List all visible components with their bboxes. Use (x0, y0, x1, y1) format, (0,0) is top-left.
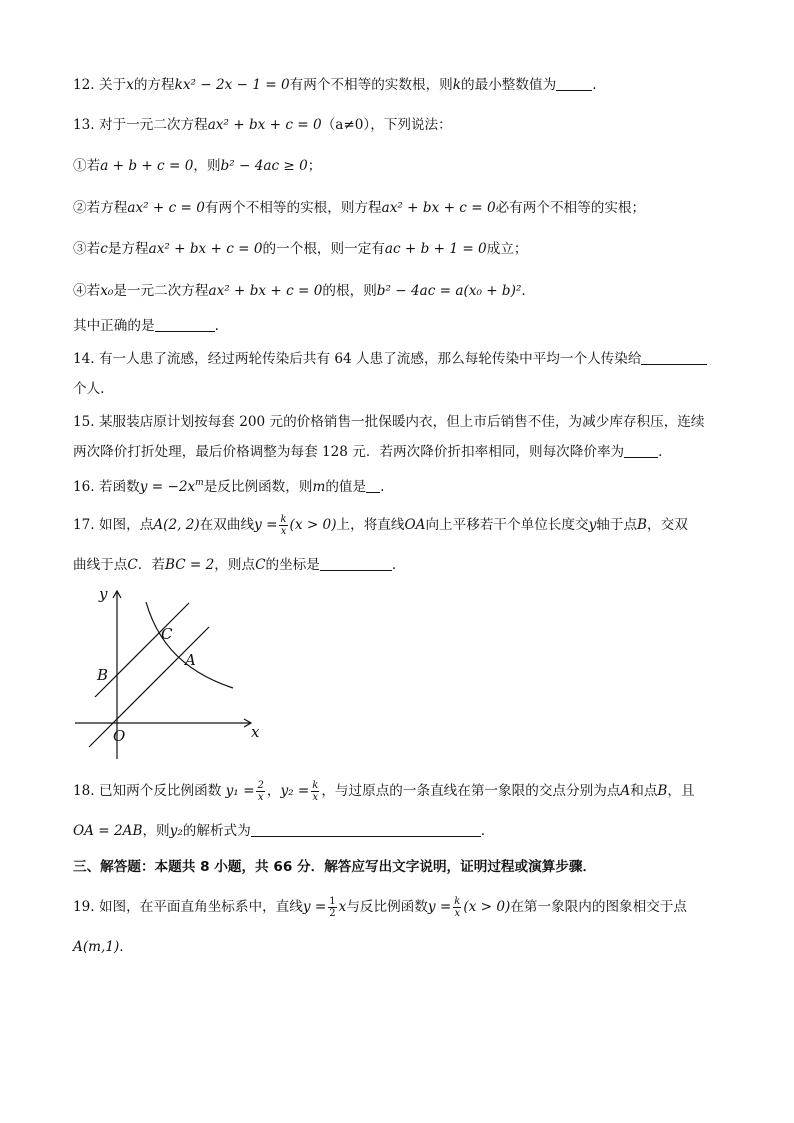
answer-blank[interactable] (155, 317, 215, 332)
math: y = (254, 517, 278, 533)
math: (x > 0) (463, 899, 511, 915)
text: 的最小整数值为 (461, 77, 557, 93)
numerator: k (312, 780, 319, 791)
question-19-cont (73, 938, 124, 956)
fraction (311, 780, 319, 803)
numerator: k (280, 514, 287, 525)
fraction (453, 896, 461, 919)
question-number: 14. (73, 351, 95, 367)
question-14-cont (73, 380, 105, 398)
label-o: O (113, 727, 126, 745)
text: 有两个不相等的实数根，则 (289, 77, 453, 93)
math: y₁ = (225, 783, 255, 799)
numerator: k (454, 896, 461, 907)
text: 的方程 (133, 77, 175, 93)
text: 个人. (73, 381, 105, 397)
text: 必有两个不相等的实根； (495, 200, 646, 216)
math: x₀ (100, 283, 114, 299)
equation: kx² − 2x − 1 = 0 (174, 77, 290, 93)
numerator: 1 (329, 896, 336, 907)
condition: （a≠0） (321, 117, 371, 133)
text: 有两个不相等的实根，则方程 (204, 200, 382, 216)
math: c (100, 241, 108, 257)
denominator: x (280, 526, 287, 537)
fraction (279, 514, 287, 537)
text: 对于一元二次方程 (98, 117, 208, 133)
text: . (214, 318, 219, 334)
math: k (452, 77, 462, 93)
math: BC = 2 (164, 557, 215, 573)
question-13 (73, 116, 452, 134)
answer-blank[interactable] (251, 822, 481, 837)
math: C (255, 557, 266, 573)
text: 轴于点 (596, 517, 638, 533)
text: 是一元二次方程 (113, 283, 209, 299)
question-17 (73, 514, 688, 537)
text: 与反比例函数 (346, 899, 428, 915)
text: 的一个根，则一定有 (262, 241, 385, 257)
text: 向上平移若干个单位长度交 (425, 517, 589, 533)
math: (x > 0) (289, 517, 337, 533)
math: y (588, 517, 597, 533)
math: y₂ = (280, 783, 310, 799)
text: ，与过原点的一条直线在第一象限的交点分别为点 (321, 783, 621, 799)
text: 上，将直线 (336, 517, 405, 533)
text: 和点 (630, 783, 658, 799)
math: A(2, 2) (153, 517, 200, 533)
math: B (657, 783, 668, 799)
text: . (380, 479, 385, 495)
text: 的坐标是 (265, 557, 320, 573)
text: 曲线于点 (73, 557, 128, 573)
text: 关于 (98, 77, 127, 93)
text: ②若方程 (73, 200, 128, 216)
answer-blank[interactable] (624, 443, 658, 458)
label-x: x (251, 723, 260, 741)
equation: OA = 2AB (73, 823, 143, 839)
equation: ac + b + 1 = 0 (384, 241, 487, 257)
math: C (127, 557, 138, 573)
equation: ax² + c = 0 (127, 200, 205, 216)
text: ③若 (73, 241, 101, 257)
label-c: C (161, 625, 173, 643)
answer-blank[interactable] (320, 556, 392, 571)
text: . (658, 444, 663, 460)
text: ，交双 (647, 517, 688, 533)
fraction (328, 896, 336, 919)
equation: y = −2x (139, 479, 196, 495)
denominator: x (454, 908, 461, 919)
equation: b² − 4ac = a(x₀ + b)² (376, 283, 522, 299)
statement-2 (73, 199, 645, 217)
text: 如图，点 (98, 517, 154, 533)
fraction (256, 780, 264, 803)
math: x (338, 899, 347, 915)
text: . (480, 823, 486, 839)
text: . (592, 77, 597, 93)
text: 有一人患了流感，经过两轮传染后共有 64 人患了流感，那么每轮传染中平均一个人传染给 (98, 351, 642, 367)
equation: a + b + c = 0 (100, 158, 194, 174)
label-b: B (97, 666, 109, 684)
question-19 (73, 896, 687, 919)
text: 在双曲线 (199, 517, 255, 533)
equation: ax² + bx + c = 0 (148, 241, 263, 257)
question-number: 18. (73, 783, 95, 799)
line-oa (89, 627, 209, 747)
text: ，且 (667, 783, 695, 799)
equation: ax² + bx + c = 0 (207, 117, 322, 133)
text: 的解析式为 (182, 823, 251, 839)
statement-3 (73, 240, 528, 258)
text: ①若 (73, 158, 101, 174)
denominator: 2 (329, 908, 336, 919)
question-16 (73, 478, 384, 496)
question-15 (73, 413, 704, 431)
math: OA (404, 517, 426, 533)
math: x (126, 77, 134, 93)
question-12 (73, 76, 597, 94)
question-number: 13. (73, 117, 95, 133)
text: 的值是 (325, 479, 367, 495)
equation: ax² + bx + c = 0 (208, 283, 323, 299)
label-y: y (99, 585, 108, 603)
math: B (637, 517, 648, 533)
answer-blank[interactable] (556, 76, 592, 91)
question-13-answer (73, 317, 219, 335)
math: m (312, 479, 326, 495)
math: y = (302, 899, 327, 915)
statement-1 (73, 157, 321, 175)
answer-blank[interactable] (641, 350, 707, 365)
equation: ax² + bx + c = 0 (381, 200, 496, 216)
line-bc (95, 603, 189, 697)
text: 若函数 (98, 479, 140, 495)
text: ，下列说法： (370, 117, 452, 133)
text: ，则 (193, 158, 221, 174)
question-15-cont (73, 443, 662, 461)
numerator: 2 (257, 780, 264, 791)
text: . (521, 283, 526, 299)
text: ．若 (137, 557, 165, 573)
statement-4 (73, 282, 526, 300)
text: ； (307, 158, 322, 174)
math: y = (427, 899, 452, 915)
question-18 (73, 780, 695, 803)
text: . (119, 939, 124, 955)
text: 是方程 (107, 241, 149, 257)
question-14 (73, 350, 707, 368)
answer-blank[interactable] (366, 478, 380, 493)
text: ， (266, 783, 281, 799)
text: 如图，在平面直角坐标系中，直线 (98, 899, 303, 915)
question-number: 17. (73, 517, 95, 533)
text: 其中正确的是 (73, 318, 155, 334)
hyperbola-figure (73, 585, 273, 765)
question-number: 19. (73, 899, 95, 915)
text: . (391, 557, 397, 573)
text: 是反比例函数，则 (203, 479, 313, 495)
denominator: x (257, 792, 264, 803)
question-18-cont (73, 822, 485, 840)
question-number: 12. (73, 77, 95, 93)
text: 成立； (486, 241, 528, 257)
section-heading: 三、解答题：本题共 8 小题，共 66 分．解答应写出文字说明，证明过程或演算步骤． (73, 859, 597, 875)
hyperbola-curve (146, 602, 233, 688)
text: 某服装店原计划按每套 200 元的价格销售一批保暖内衣，但上市后销售不佳，为减少库存积压，连续 (98, 414, 705, 430)
denominator: x (312, 792, 319, 803)
math: A(m,1) (73, 939, 120, 955)
label-a: A (185, 651, 196, 669)
text: 的根，则 (322, 283, 377, 299)
question-number: 15. (73, 414, 95, 430)
text: ，则点 (214, 557, 256, 573)
text: 两次降价打折处理，最后价格调整为每套 128 元．若两次降价折扣率相同，则每次降价率为 (73, 444, 625, 460)
question-number: 16. (73, 479, 95, 495)
text: ，则 (142, 823, 170, 839)
text: 已知两个反比例函数 (98, 783, 222, 799)
text: 在第一象限内的图象相交于点 (510, 899, 688, 915)
math: A (620, 783, 631, 799)
math: y₂ (169, 823, 183, 839)
question-17-cont (73, 556, 396, 574)
text: ④若 (73, 283, 101, 299)
equation: b² − 4ac ≥ 0 (220, 158, 308, 174)
exponent: m (195, 478, 204, 488)
